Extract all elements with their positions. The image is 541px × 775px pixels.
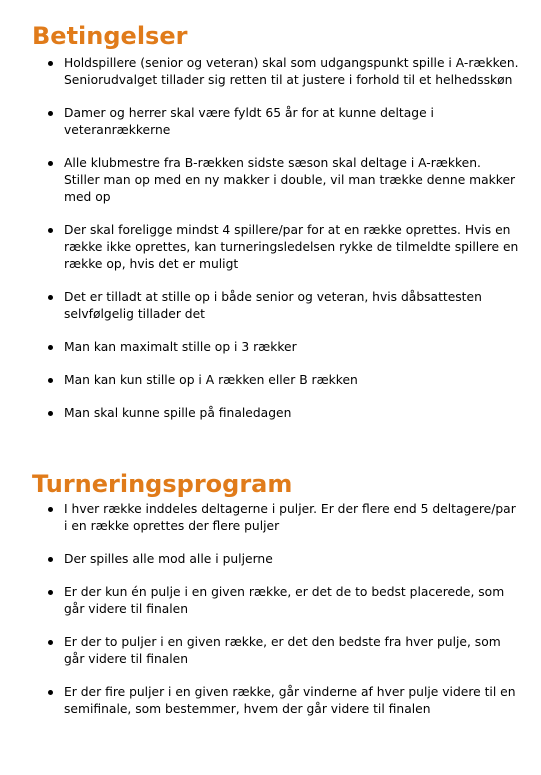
- bullet-icon: [48, 411, 53, 416]
- list-item: [0, 551, 541, 568]
- bullet-icon: [48, 690, 53, 695]
- section-turneringsprogram: [0, 468, 541, 734]
- list-item: [0, 684, 541, 718]
- list-item: [0, 289, 541, 323]
- list-item-text: Er der fire puljer i en given række, går vinderne af hver pulje videre til en semifinale, som bestemmer, hvem der går videre til finalen: [64, 685, 516, 716]
- list-turneringsprogram: [0, 501, 541, 718]
- list-item-text: Damer og herrer skal være fyldt 65 år for at kunne deltage i veteranrækkerne: [64, 106, 434, 137]
- heading-turneringsprogram: Turneringsprogram: [32, 470, 293, 498]
- list-item: [0, 55, 541, 89]
- bullet-icon: [48, 378, 53, 383]
- list-item-text: Man kan maximalt stille op i 3 rækker: [64, 340, 297, 354]
- heading-betingelser: Betingelser: [32, 22, 188, 50]
- list-item: [0, 634, 541, 668]
- list-item-text: Alle klubmestre fra B-rækken sidste sæson skal deltage i A-rækken. Stiller man op med en ny makker i double, vil man trække denne makker med op: [64, 156, 516, 204]
- bullet-icon: [48, 557, 53, 562]
- list-item: [0, 584, 541, 618]
- bullet-icon: [48, 228, 53, 233]
- list-item: [0, 222, 541, 273]
- section-betingelser: [0, 20, 541, 438]
- list-betingelser: [0, 55, 541, 422]
- bullet-icon: [48, 507, 53, 512]
- list-item-text: Man skal kunne spille på finaledagen: [64, 406, 292, 420]
- bullet-icon: [48, 295, 53, 300]
- list-item-text: Er der to puljer i en given række, er det den bedste fra hver pulje, som går videre til finalen: [64, 635, 501, 666]
- list-item-text: Der skal foreligge mindst 4 spillere/par for at en række oprettes. Hvis en række ikke oprettes, kan turneringsledelsen rykke de tilmeldte spillere en række op, hvis det er muligt: [64, 223, 519, 271]
- bullet-icon: [48, 590, 53, 595]
- list-item: [0, 155, 541, 206]
- list-item: [0, 339, 541, 356]
- bullet-icon: [48, 111, 53, 116]
- bullet-icon: [48, 345, 53, 350]
- bullet-icon: [48, 161, 53, 166]
- bullet-icon: [48, 61, 53, 66]
- list-item: [0, 372, 541, 389]
- list-item-text: Man kan kun stille op i A rækken eller B rækken: [64, 373, 358, 387]
- list-item: [0, 105, 541, 139]
- list-item-text: Holdspillere (senior og veteran) skal som udgangspunkt spille i A-rækken. Seniorudvalget tillader sig retten til at justere i forhold til et helhedsskøn: [64, 56, 519, 87]
- list-item-text: Er der kun én pulje i en given række, er det de to bedst placerede, som går videre til finalen: [64, 585, 505, 616]
- bullet-icon: [48, 640, 53, 645]
- list-item-text: Der spilles alle mod alle i puljerne: [64, 552, 273, 566]
- list-item-text: I hver række inddeles deltagerne i puljer. Er der flere end 5 deltagere/par i en række oprettes der flere puljer: [64, 502, 516, 533]
- list-item: [0, 501, 541, 535]
- list-item-text: Det er tilladt at stille op i både senior og veteran, hvis dåbsattesten selvfølgelig tillader det: [64, 290, 482, 321]
- list-item: [0, 405, 541, 422]
